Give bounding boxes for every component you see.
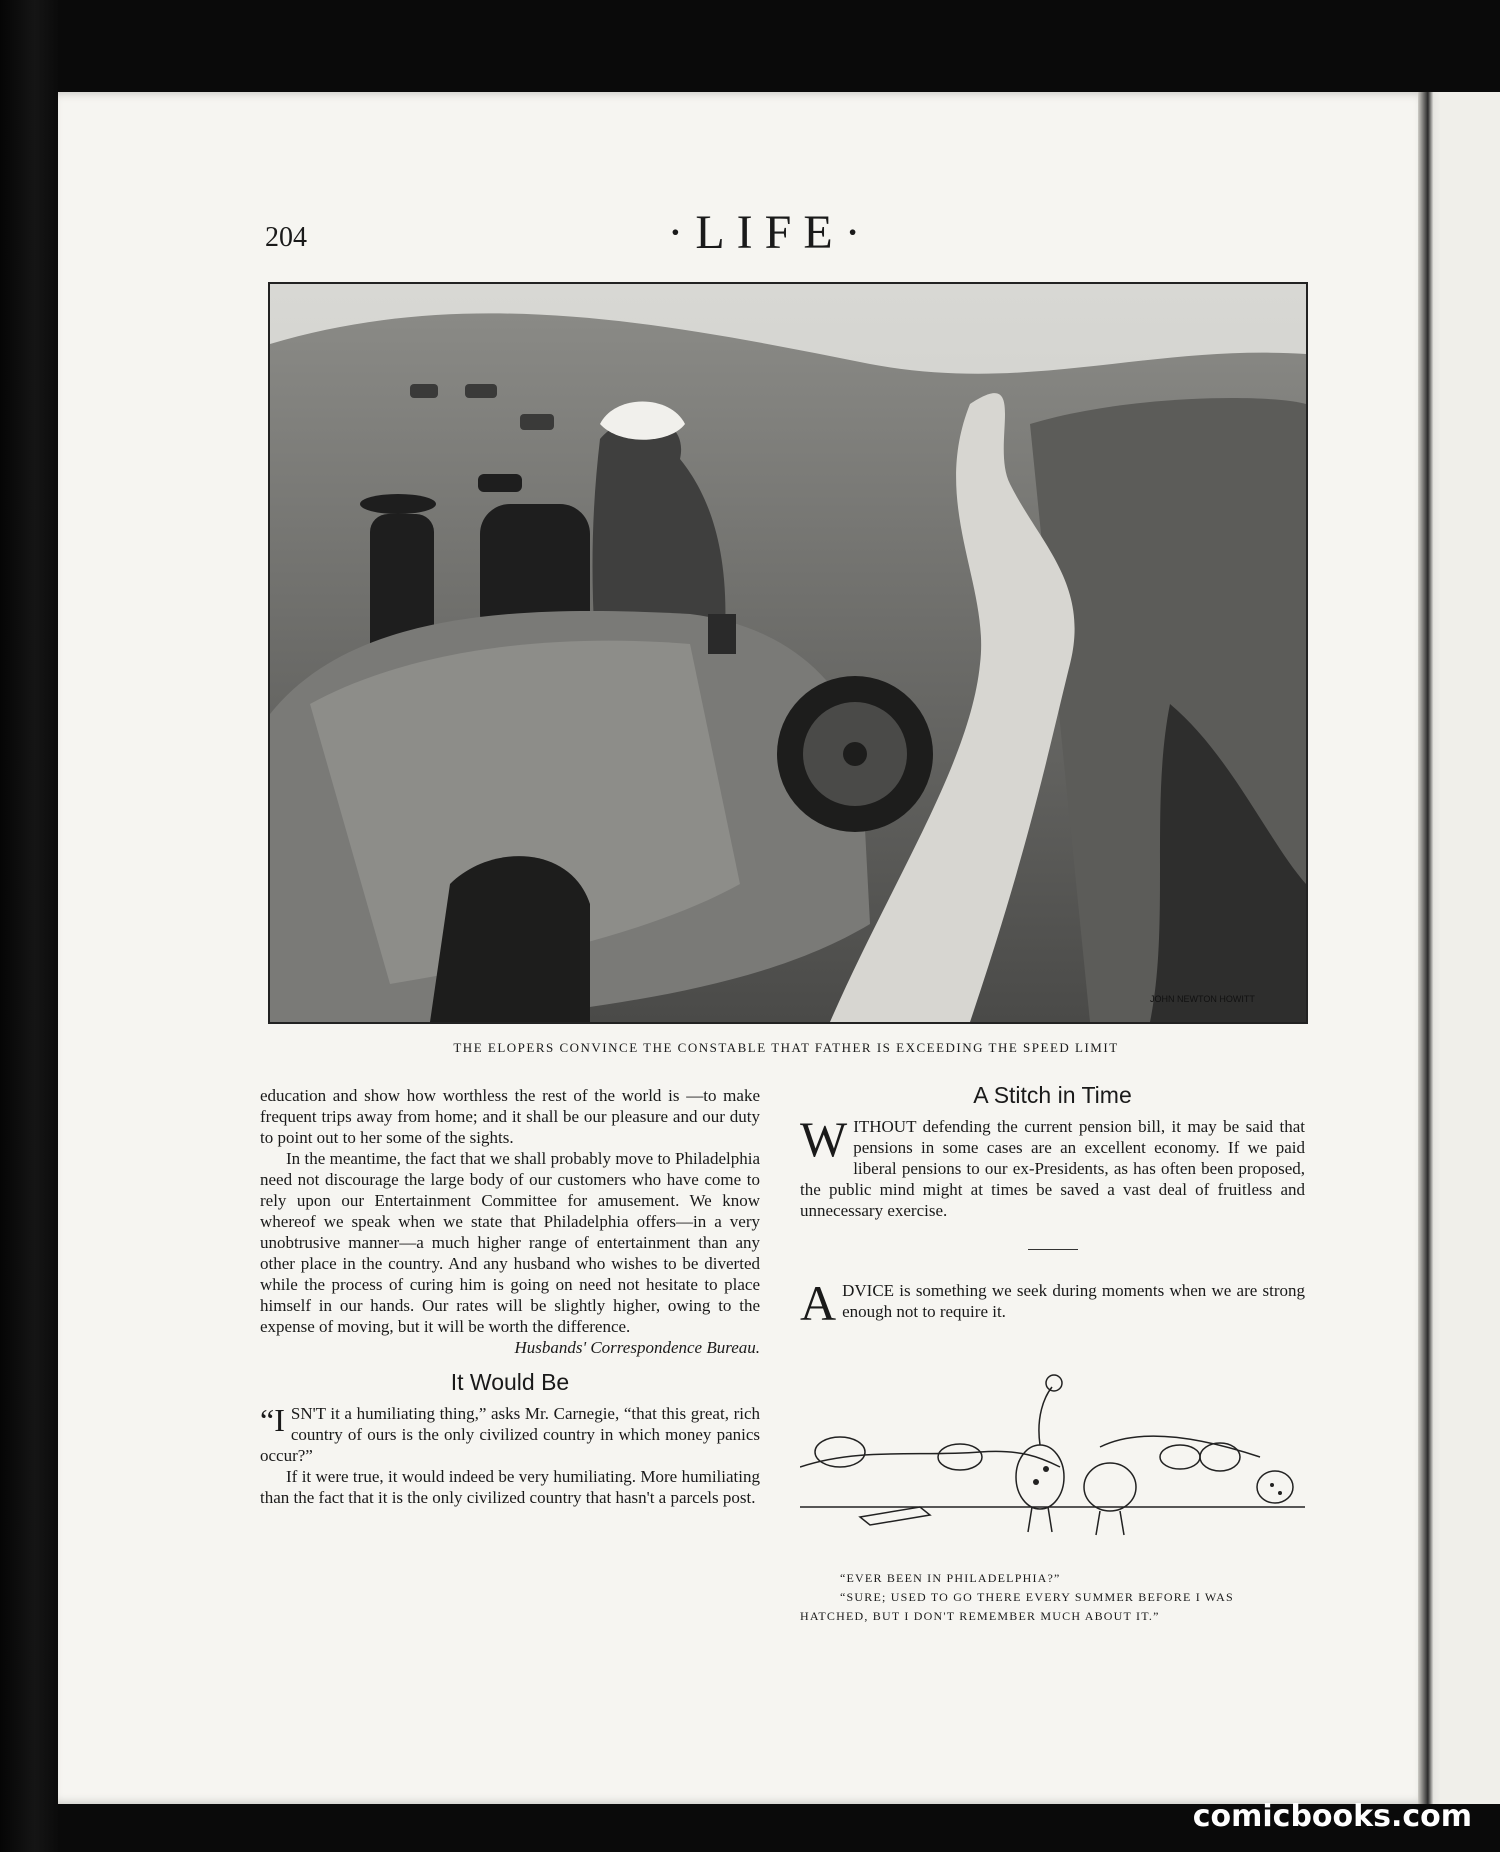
- caption-line: “SURE; USED TO GO THERE EVERY SUMMER BEFORE I WAS HATCHED, BUT I DON'T REMEMBER MUCH ABOUT IT.”: [800, 1590, 1234, 1623]
- site-watermark: comicbooks.com: [1192, 1799, 1472, 1834]
- motorcar-scene-drawing: [270, 284, 1306, 1022]
- article-paragraph: [800, 1111, 1305, 1221]
- page-number: 204: [265, 222, 307, 253]
- article-paragraph: [800, 1275, 1305, 1331]
- article-title: It Would Be: [450, 1369, 570, 1395]
- masthead: ·LIFE·: [667, 206, 873, 259]
- illustration-caption: THE ELOPERS CONVINCE THE CONSTABLE THAT FATHER IS EXCEEDING THE SPEED LIMIT: [453, 1040, 1119, 1055]
- scan-border: [0, 0, 58, 1852]
- article-text: ITHOUT defending the current pension bill, it may be said that pensions in some cases are an excellent economy. If we paid liberal pensions to our ex-Presidents, as has often been proposed, the public mind might at times be saved a vast deal of fruitless and unnecessary exercise.: [800, 1117, 1305, 1220]
- article-title: A Stitch in Time: [973, 1082, 1132, 1108]
- caption-line: “EVER BEEN IN PHILADELPHIA?”: [840, 1571, 1061, 1585]
- body-paragraph: In the meantime, the fact that we shall probably move to Philadelphia need not discourage the large body of our customers who have come to rely upon our Entertainment Committee for amusement. We know whereof we speak when we state that Philadelphia offers—in a very unobtrusive manner—a much higher range of entertainment than any other place in the country. And any husband who wishes to be diverted while the process of curing him is going on need not hesitate to place himself in our hands. Our rates will be slightly higher, owing to the expense of moving, but it will be worth the difference.: [260, 1149, 760, 1336]
- article-text: SN'T it a humiliating thing,” asks Mr. Carnegie, “that this great, rich country of ours is the only civilized country in which money panics occur?”: [260, 1404, 760, 1465]
- cartoon-caption: [800, 1569, 1305, 1626]
- article-text: DVICE is something we seek during moments when we are strong enough not to require it.: [842, 1281, 1305, 1321]
- left-column: [260, 1085, 760, 1508]
- turkeys-cartoon-drawing: [800, 1357, 1305, 1547]
- drop-cap: A: [800, 1275, 837, 1331]
- cartoon-illustration: [800, 1357, 1305, 1547]
- drop-cap: W: [800, 1111, 848, 1167]
- facing-page-edge: [1440, 92, 1500, 1804]
- illustration: [268, 282, 1308, 1024]
- artist-signature: JOHN NEWTON HOWITT: [1150, 994, 1255, 1004]
- body-paragraph: education and show how worthless the rest of the world is —to make frequent trips away from home; and it shall be our pleasure and our duty to point out to her some of the sights.: [260, 1086, 760, 1147]
- section-divider: [1028, 1249, 1078, 1250]
- article-paragraph: [260, 1403, 760, 1466]
- article-paragraph: If it were true, it would indeed be very humiliating. More humiliating than the fact that it is the only civilized country that hasn't a parcels post.: [260, 1467, 760, 1507]
- drop-cap: “I: [260, 1402, 285, 1438]
- bureau-signature: Husbands' Correspondence Bureau.: [514, 1338, 760, 1357]
- right-column: [800, 1082, 1305, 1626]
- page-gutter: [1418, 92, 1440, 1804]
